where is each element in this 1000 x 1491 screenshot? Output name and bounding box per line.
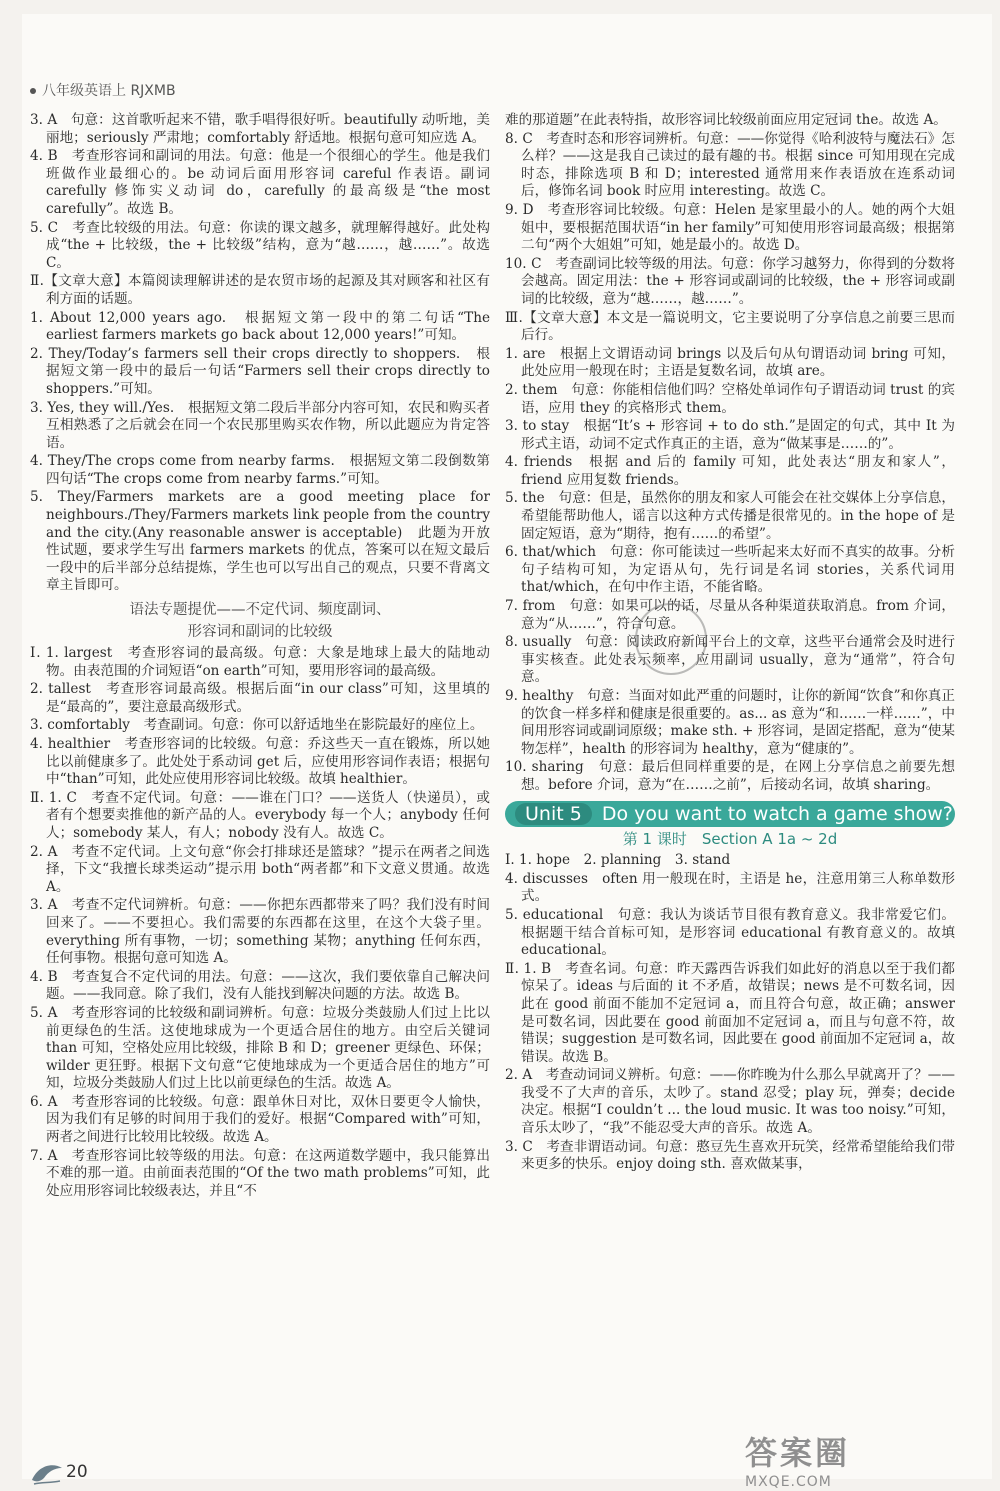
answer-item: 4. They/The crops come from nearby farms. 根据短文第二段倒数第四句话“The crops come from nearby farms.”可知。 bbox=[30, 453, 490, 487]
answer-item: 10. C 考查副词比较等级的用法。句意：你学习越努力，你得到的分数将会越高。固定用法：the + 形容词或副词的比较级，the + 形容词或副词的比较级，意为“越……，越……”。 bbox=[505, 255, 955, 307]
answer-item: 5. C 考查比较级的用法。句意：你读的课文越多，就理解得越好。此处构成“the + 比较级，the + 比较级”结构，意为“越……，越……”。故选 C。 bbox=[30, 219, 490, 271]
left-column bbox=[30, 112, 490, 1201]
answer-item: 10. sharing 句意：最后但同样重要的是，在网上分享信息之前要先想想。before 介词，意为“在……之前”，后接动名词，故填 sharing。 bbox=[505, 759, 955, 793]
answer-item: 5. A 考查形容词的比较级和副词辨析。句意：垃圾分类鼓励人们过上比以前更绿色的生活。这使地球成为一个更适合居住的地方。由空后关键词 than 可知，空格处应用比较级，排除 B 和 D；greener 更绿色、环保；wilder 更狂野。根据下文句意“它使地球成为一个更适合居住的地方”可知，垃圾分类鼓励人们过上比以前更绿色的生活。故选 A。 bbox=[30, 1004, 490, 1092]
answer-item: Ⅲ.【文章大意】本文是一篇说明文，它主要说明了分享信息之前要三思而后行。 bbox=[505, 309, 955, 344]
lesson-title: 第 1 课时 Section A 1a ~ 2d bbox=[622, 829, 838, 848]
watermark-url: MXQE.COM bbox=[745, 1474, 832, 1490]
answer-item: 4. healthier 考查形容词的比较级。句意：乔这些天一直在锻炼，所以她比以前健康多了。此处处于系动词 get 后，应使用形容词作表语；根据句中“than”可知，此处应使用形容词比较级。故填 healthier。 bbox=[30, 736, 490, 788]
right-column bbox=[505, 112, 955, 1175]
answer-item: 2. They/Today’s farmers sell their crops directly to shoppers. 根据短文第一段中的最后一句话“Farmers sell their crops directly to shoppers.”可知。 bbox=[30, 345, 490, 397]
answer-item: 难的那道题”在此表特指，故形容词比较级前面应用定冠词 the。故选 A。 bbox=[505, 112, 947, 128]
answer-item: 1. About 12,000 years ago. 根据短文第一段中的第二句话“The earliest farmers markets go back about 12,000 years!”可知。 bbox=[30, 309, 490, 344]
answer-item: 7. A 考查形容词比较等级的用法。句意：在这两道数学题中，我只能算出不难的那一道。由前面表范围的“Of the two math problems”可知，此处应用形容词比较级表达，并且“不 bbox=[30, 1147, 490, 1199]
answer-item: 3. C 考查非谓语动词。句意：憨豆先生喜欢开玩笑，经常希望能给我们带来更多的快乐。enjoy doing sth. 喜欢做某事， bbox=[505, 1138, 955, 1173]
answer-item: 8. usually 句意：阅读政府新闻平台上的文章，这些平台通常会及时进行事实核查。此处表示频率，应用副词 usually，意为“通常”，符合句意。 bbox=[505, 634, 955, 686]
answer-item: 2. them 句意：你能相信他们吗？空格处单词作句子谓语动词 trust 的宾语，应用 they 的宾格形式 them。 bbox=[505, 381, 955, 416]
answer-item: 3. comfortably 考查副词。句意：你可以舒适地坐在影院最好的座位上。 bbox=[30, 717, 484, 734]
answer-item: 4. B 考查形容词和副词的用法。句意：他是一个很细心的学生。他是我们班做作业最细心的。be 动词后面用形容词 careful 作表语。副词 carefully 修饰实义动词 do，carefully 的最高级是“the most carefully”。故选 B。 bbox=[30, 148, 490, 217]
answer-item: 5. the 句意：但是，虽然你的朋友和家人可能会在社交媒体上分享信息，希望能帮助他人，谣言以这种方式传播是很常见的。in the hope of 是固定短语，意为“期待，抱有……的希望”。 bbox=[505, 490, 955, 542]
unit-banner bbox=[505, 801, 955, 827]
section-title bbox=[30, 599, 490, 643]
section-title-line1: 语法专题提优——不定代词、频度副词、 bbox=[129, 602, 391, 619]
answer-item: 8. C 考查时态和形容词辨析。句意：——你觉得《哈利波特与魔法石》怎么样？——这是我自己读过的最有趣的书。根据 since 可知用现在完成时态，排除选项 B 和 D；interested 通常用来作表语放在连系动词后，修饰名词 book 时应用 interesting。故选 C。 bbox=[505, 130, 955, 200]
unit-title: Do you want to watch a game show? bbox=[601, 802, 953, 825]
answer-item: 1. are 根据上文谓语动词 brings 以及后句从句谓语动词 bring 可知，此处应用一般现在时；主语是复数名词，故填 are。 bbox=[505, 345, 955, 380]
answer-item: 3. A 考查不定代词辨析。句意：——你把东西都带来了吗？我们没有时间回来了。——不要担心。我们需要的东西都在这里，在这个大袋子里。everything 所有事物，一切；something 某物；anything 任何东西，任何事物。根据句意可知选 A。 bbox=[30, 897, 490, 967]
answer-item: Ⅱ.【文章大意】本篇阅读理解讲述的是农贸市场的起源及其对顾客和社区有利方面的话题。 bbox=[30, 273, 490, 307]
answer-item: 4. friends 根据 and 后的 family 可知，此处表达“朋友和家人”，friend 应用复数 friends。 bbox=[505, 454, 955, 488]
watermark-main: 答案圈 bbox=[745, 1434, 851, 1472]
answer-item: 6. that/which 句意：你可能读过一些听起来太好而不真实的故事。分析句子结构可知，为定语从句，先行词是名词 stories，关系代词用 that/which，在句中作主语，不能省略。 bbox=[505, 544, 955, 596]
answer-item: 2. tallest 考查形容词最高级。根据后面“in our class”可知，这里填的是“最高的”，要注意最高级形式。 bbox=[30, 681, 490, 715]
page-header bbox=[30, 80, 176, 100]
watermark bbox=[745, 1428, 985, 1488]
answer-item: 4. discusses often 用一般现在时，主语是 he，注意用第三人称单数形式。 bbox=[505, 870, 955, 905]
answer-item: Ⅱ. 1. C 考查不定代词。句意：——谁在门口？——送货人（快递员），或者有个想要卖推他的新产品的人。everybody 每一个人；anybody 任何人；somebody 某人，有人；nobody 没有人。故选 C。 bbox=[30, 789, 490, 841]
answer-item: 4. B 考查复合不定代词的用法。句意：——这次，我们要依靠自己解决问题。——我同意。除了我们，没有人能找到解决问题的方法。故选 B。 bbox=[30, 968, 490, 1003]
bullet-icon bbox=[30, 88, 36, 94]
answer-item: Ⅰ. 1. hope 2. planning 3. stand bbox=[505, 852, 731, 869]
answer-item: 3. to stay 根据“It’s + 形容词 + to do sth.”是固定的句式，其中 It 为形式主语，动词不定式作真正的主语，意为“做某事是……的”。 bbox=[505, 418, 955, 452]
dolphin-logo-icon bbox=[30, 1460, 64, 1486]
answer-item: 5. educational 句意：我认为谈话节目很有教育意义。我非常爱它们。根据题干结合首标可知，是形容词 educational 有教育意义的。故填 educational。 bbox=[505, 906, 955, 959]
answer-item: Ⅱ. 1. B 考查名词。句意：昨天露西告诉我们如此好的消息以至于我们都惊呆了。ideas 与后面的 it 不矛盾，故错误；news 是不可数名词，因此在 good 前面不能加不定冠词 a，而且符合句意，故正确；answer 是可数名词，因此要在 good 前面加不定冠词 a，而且与句意不符，故错误；suggestion 是可数名词，因此要在 good 前面加不定冠词 a，故错误。故选 B。 bbox=[505, 960, 955, 1065]
answer-item: 9. D 考查形容词比较级。句意：Helen 是家里最小的人。她的两个大姐姐中，要根据范围状语“in her family”可知使用形容词最高级；根据第二句“两个大姐姐”可知，她是最小的。故选 D。 bbox=[505, 201, 955, 254]
answer-item: 9. healthy 句意：当面对如此严重的问题时，让你的新闻“饮食”和你真正的饮食一样多样和健康是很重要的。as... as 意为“和……一样……”，中间用形容词或副词原级；make sth. + 形容词，是固定搭配，意为“使某物怎样”，health 的形容词为 healthy，意为“健康的”。 bbox=[505, 688, 955, 757]
section-title-line2: 形容词和副词的比较级 bbox=[187, 624, 333, 641]
answer-item: 3. Yes, they will./Yes. 根据短文第二段后半部分内容可知，农民和购买者互相熟悉了之后就会在同一个农民那里购买农作物，所以此题应为肯定答语。 bbox=[30, 399, 490, 451]
answer-item: 2. A 考查动词词义辨析。句意：——你昨晚为什么那么早就离开了？——我受不了大声的音乐，太吵了。stand 忍受；play 玩，弹奏；decide 决定。根据“I couldn’t ... the loud music. It was too noisy.”可知，音乐太吵了，“我”不能忍受大声的音乐。故选 A。 bbox=[505, 1067, 955, 1137]
answer-item: 7. from 句意：如果可以的话，尽量从各种渠道获取消息。from 介词，意为“从……”，符合句意。 bbox=[505, 598, 955, 632]
stamp-seal bbox=[635, 603, 707, 675]
answer-item: 3. A 句意：这首歌听起来不错，歌手唱得很好听。beautifully 动听地，美丽地；seriously 严肃地；comfortably 舒适地。根据句意可知应选 A。 bbox=[30, 112, 490, 146]
unit-number: Unit 5 bbox=[515, 803, 592, 825]
header-text: 八年级英语上 RJXMB bbox=[42, 83, 176, 99]
answer-item: 5. They/Farmers markets are a good meeting place for neighbours./They/Farmers markets link people from the country and the city.(Any reasonable answer is acceptable) 此题为开放性试题，要求学生写出 farmers markets 的优点，答案可以在短文最后一段中的后半部分总结提炼，学生也可以写出自己的观点，只要不背离文章主旨即可。 bbox=[30, 489, 490, 594]
answer-item: 6. A 考查形容词的比较级。句意：跟单休日对比，双休日要更令人愉快，因为我们有足够的时间用于我们的爱好。根据“Compared with”可知，两者之间进行比较用比较级。故选 A。 bbox=[30, 1093, 490, 1146]
page-number: 20 bbox=[66, 1462, 88, 1482]
answer-item: 2. A 考查不定代词。上文句意“你会打排球还是篮球？”提示在两者之间选择，下文“我擅长球类运动”提示用 both“两者都”和下文意义贯通。故选 A。 bbox=[30, 843, 490, 895]
answer-item: Ⅰ. 1. largest 考查形容词的最高级。句意：大象是地球上最大的陆地动物。由表范围的介词短语“on earth”可知，要用形容词的最高级。 bbox=[30, 645, 490, 679]
